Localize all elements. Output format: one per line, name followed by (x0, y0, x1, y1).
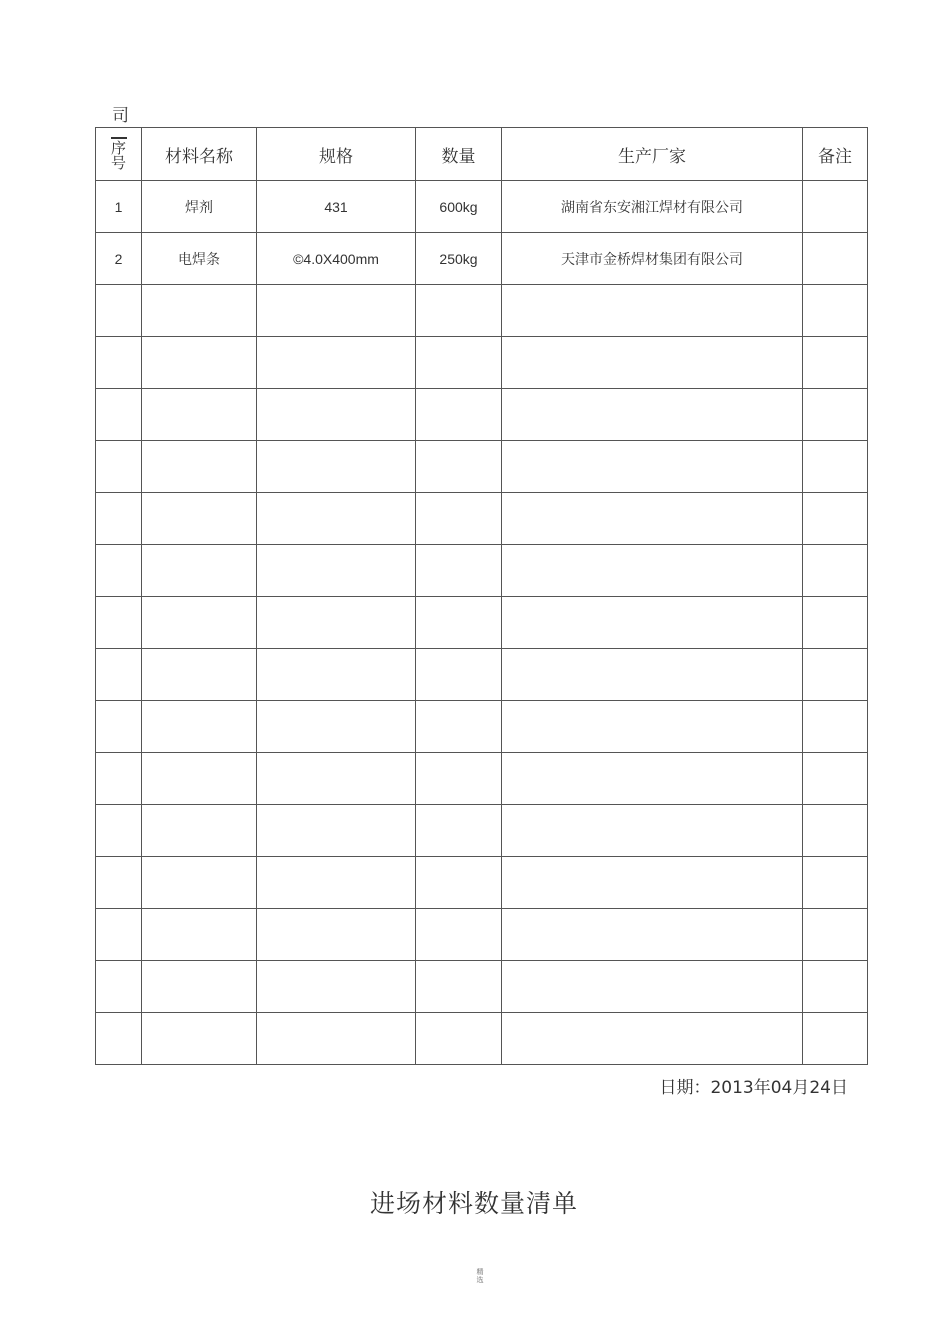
cell-manufacturer (502, 961, 803, 1013)
cell-spec (257, 1013, 416, 1065)
cell-spec (257, 285, 416, 337)
cell-manufacturer (502, 1013, 803, 1065)
cell-manufacturer (502, 753, 803, 805)
cell-spec (257, 961, 416, 1013)
cell-manufacturer (502, 649, 803, 701)
cell-seq (96, 857, 142, 909)
cell-quantity: 600kg (416, 181, 502, 233)
cell-quantity (416, 753, 502, 805)
cell-manufacturer (502, 285, 803, 337)
cell-seq (96, 753, 142, 805)
cell-material-name (142, 805, 257, 857)
header-quantity: 数量 (416, 128, 502, 181)
cell-spec (257, 337, 416, 389)
table-row (96, 753, 868, 805)
cell-material-name (142, 545, 257, 597)
table-row (96, 545, 868, 597)
cell-material-name: 电焊条 (142, 233, 257, 285)
cell-quantity (416, 857, 502, 909)
cell-remark (803, 857, 868, 909)
cell-seq (96, 805, 142, 857)
cell-manufacturer: 天津市金桥焊材集团有限公司 (502, 233, 803, 285)
cell-spec (257, 649, 416, 701)
cell-seq (96, 441, 142, 493)
cell-quantity (416, 285, 502, 337)
cell-seq (96, 701, 142, 753)
cell-manufacturer (502, 909, 803, 961)
cell-spec (257, 805, 416, 857)
table-row (96, 389, 868, 441)
table-row (96, 909, 868, 961)
cell-material-name (142, 389, 257, 441)
cell-manufacturer (502, 857, 803, 909)
table-row (96, 181, 868, 233)
table-row (96, 285, 868, 337)
cell-spec (257, 441, 416, 493)
cell-seq (96, 649, 142, 701)
cell-spec (257, 857, 416, 909)
table-row (96, 649, 868, 701)
cell-material-name (142, 649, 257, 701)
cell-manufacturer (502, 545, 803, 597)
cell-seq (96, 389, 142, 441)
document-title: 进场材料数量清单 (370, 1189, 579, 1218)
table-row (96, 337, 868, 389)
cell-quantity (416, 1013, 502, 1065)
header-material-name: 材料名称 (142, 128, 257, 181)
cell-quantity (416, 441, 502, 493)
cell-material-name (142, 597, 257, 649)
table-row (96, 701, 868, 753)
cell-remark (803, 649, 868, 701)
cell-manufacturer (502, 441, 803, 493)
cell-remark (803, 441, 868, 493)
cell-manufacturer (502, 389, 803, 441)
cell-spec: 431 (257, 181, 416, 233)
cell-material-name (142, 285, 257, 337)
table-row (96, 1013, 868, 1065)
cell-spec (257, 545, 416, 597)
cell-quantity (416, 337, 502, 389)
header-seq (96, 128, 142, 181)
cell-remark (803, 233, 868, 285)
header-manufacturer: 生产厂家 (502, 128, 803, 181)
cell-quantity (416, 649, 502, 701)
cell-remark (803, 909, 868, 961)
cell-remark (803, 493, 868, 545)
cell-spec (257, 597, 416, 649)
cell-spec (257, 753, 416, 805)
table-row (96, 805, 868, 857)
cell-seq (96, 493, 142, 545)
cell-material-name (142, 701, 257, 753)
cell-seq (96, 337, 142, 389)
cell-seq: 2 (96, 233, 142, 285)
cell-quantity (416, 701, 502, 753)
table-body (96, 181, 868, 1065)
cell-seq (96, 597, 142, 649)
cell-material-name (142, 961, 257, 1013)
table-row (96, 597, 868, 649)
cell-manufacturer (502, 701, 803, 753)
cell-manufacturer (502, 493, 803, 545)
table-row (96, 857, 868, 909)
cell-remark (803, 1013, 868, 1065)
cell-quantity (416, 389, 502, 441)
header-spec: 规格 (257, 128, 416, 181)
cell-remark (803, 285, 868, 337)
cell-spec: ©4.0X400mm (257, 233, 416, 285)
cell-remark (803, 337, 868, 389)
cell-spec (257, 701, 416, 753)
cell-material-name (142, 753, 257, 805)
cell-seq (96, 961, 142, 1013)
cell-spec (257, 493, 416, 545)
cell-material-name (142, 1013, 257, 1065)
table-header-row (96, 128, 868, 181)
header-seq-label: 序号 (110, 138, 126, 172)
cell-manufacturer: 湖南省东安湘江焊材有限公司 (502, 181, 803, 233)
cell-manufacturer (502, 805, 803, 857)
cell-quantity (416, 493, 502, 545)
header-remark: 备注 (803, 128, 868, 181)
cell-remark (803, 389, 868, 441)
table-row (96, 233, 868, 285)
table-row (96, 493, 868, 545)
materials-table (95, 127, 868, 1065)
cell-remark (803, 181, 868, 233)
cell-quantity: 250kg (416, 233, 502, 285)
cell-remark (803, 805, 868, 857)
table-row (96, 441, 868, 493)
cell-remark (803, 753, 868, 805)
cell-spec (257, 909, 416, 961)
cell-quantity (416, 909, 502, 961)
cell-remark (803, 597, 868, 649)
cell-quantity (416, 805, 502, 857)
cell-material-name (142, 441, 257, 493)
cell-seq (96, 545, 142, 597)
cell-quantity (416, 545, 502, 597)
cell-seq: 1 (96, 181, 142, 233)
cell-manufacturer (502, 597, 803, 649)
page-top-fragment: 司 (112, 106, 129, 126)
cell-quantity (416, 597, 502, 649)
cell-seq (96, 1013, 142, 1065)
cell-material-name (142, 493, 257, 545)
footer-note: 精选 (476, 1268, 484, 1284)
cell-seq (96, 285, 142, 337)
cell-manufacturer (502, 337, 803, 389)
table-row (96, 961, 868, 1013)
cell-material-name (142, 337, 257, 389)
cell-material-name: 焊剂 (142, 181, 257, 233)
cell-seq (96, 909, 142, 961)
cell-remark (803, 701, 868, 753)
cell-quantity (416, 961, 502, 1013)
cell-material-name (142, 857, 257, 909)
cell-remark (803, 545, 868, 597)
cell-remark (803, 961, 868, 1013)
cell-material-name (142, 909, 257, 961)
date-line: 日期：2013年04月24日 (659, 1078, 848, 1098)
cell-spec (257, 389, 416, 441)
